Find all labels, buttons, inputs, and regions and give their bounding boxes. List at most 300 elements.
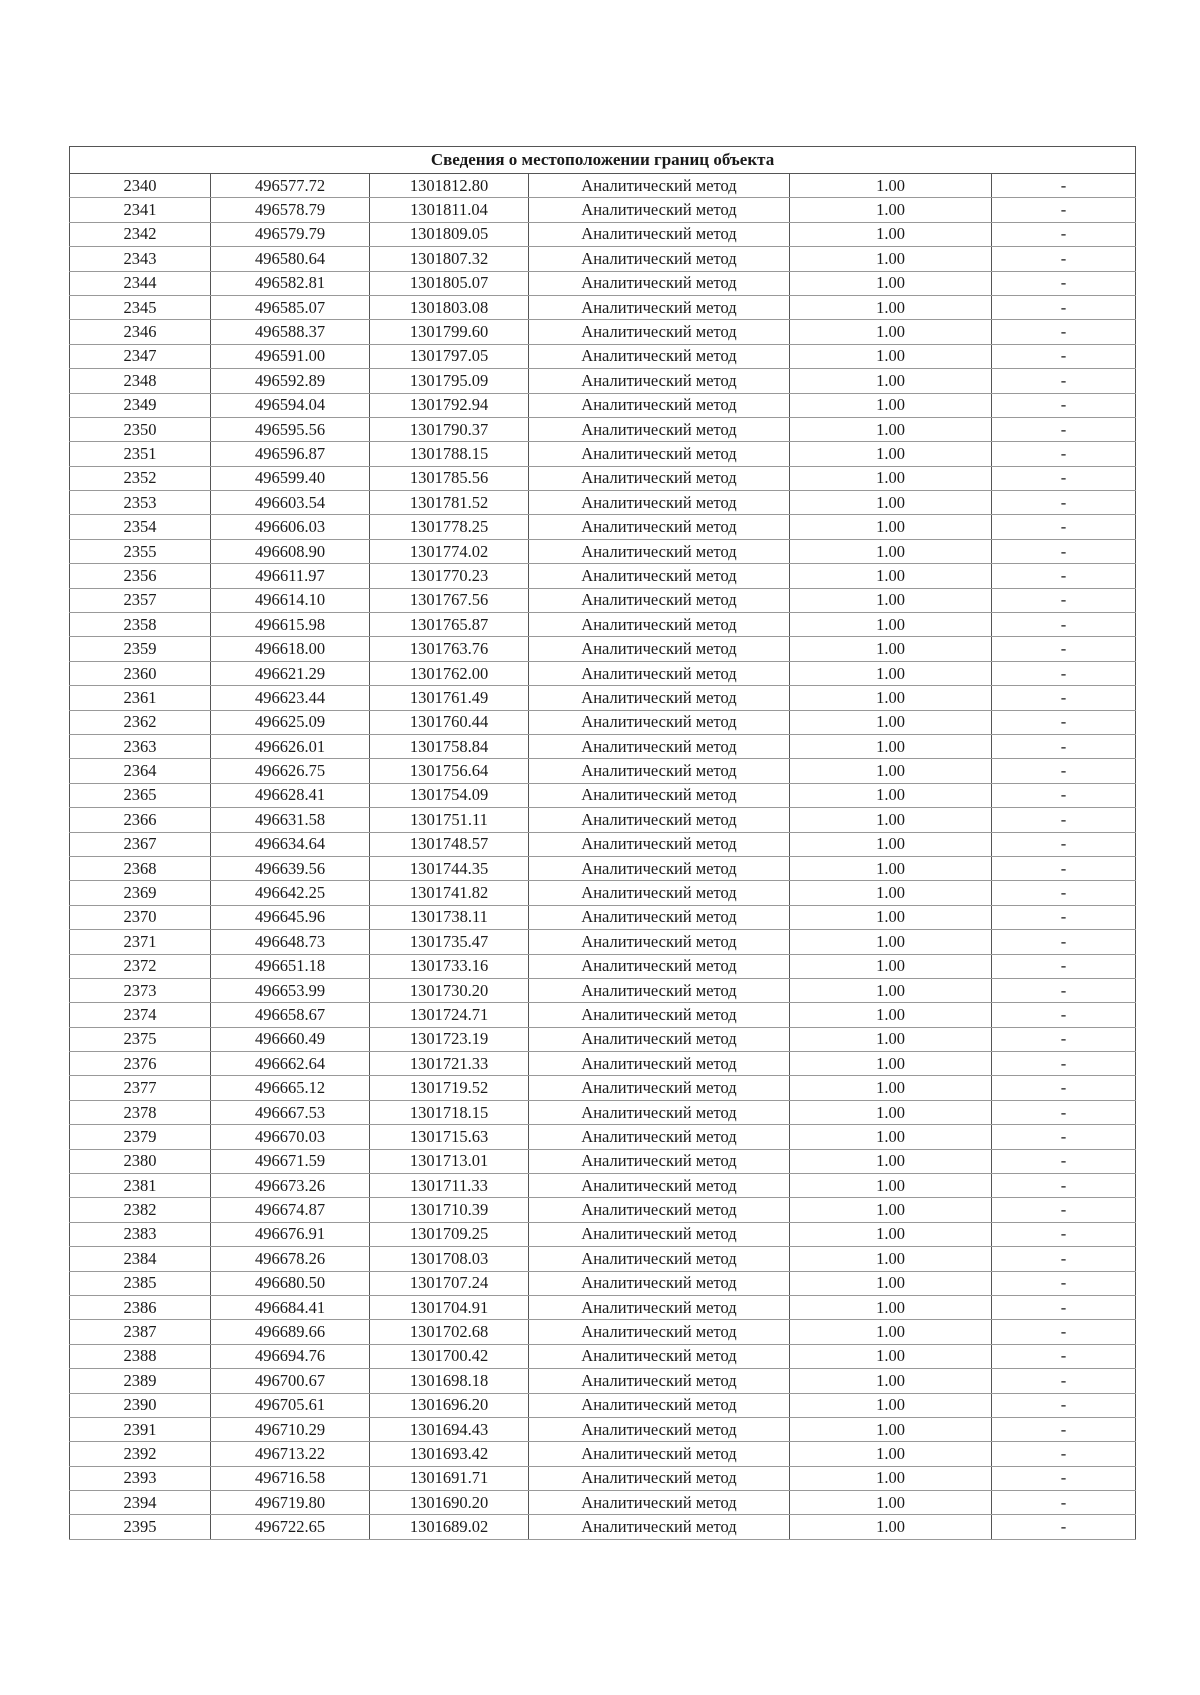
method-cell: Аналитический метод	[529, 174, 790, 198]
table-row	[70, 1442, 1136, 1466]
table-row	[70, 588, 1136, 612]
method-cell: Аналитический метод	[529, 783, 790, 807]
y-coordinate-cell: 1301689.02	[370, 1515, 529, 1539]
note-cell: -	[992, 588, 1136, 612]
accuracy-cell: 1.00	[790, 564, 992, 588]
method-cell: Аналитический метод	[529, 1003, 790, 1027]
y-coordinate-cell: 1301761.49	[370, 686, 529, 710]
note-cell: -	[992, 1491, 1136, 1515]
point-number-cell: 2370	[70, 905, 211, 929]
accuracy-cell: 1.00	[790, 222, 992, 246]
note-cell: -	[992, 1466, 1136, 1490]
x-coordinate-cell: 496623.44	[211, 686, 370, 710]
note-cell: -	[992, 1125, 1136, 1149]
x-coordinate-cell: 496642.25	[211, 881, 370, 905]
table-row	[70, 1003, 1136, 1027]
note-cell: -	[992, 1320, 1136, 1344]
accuracy-cell: 1.00	[790, 686, 992, 710]
y-coordinate-cell: 1301741.82	[370, 881, 529, 905]
method-cell: Аналитический метод	[529, 661, 790, 685]
table-row	[70, 198, 1136, 222]
point-number-cell: 2381	[70, 1174, 211, 1198]
y-coordinate-cell: 1301792.94	[370, 393, 529, 417]
table-row	[70, 1222, 1136, 1246]
method-cell: Аналитический метод	[529, 1393, 790, 1417]
x-coordinate-cell: 496625.09	[211, 710, 370, 734]
accuracy-cell: 1.00	[790, 417, 992, 441]
point-number-cell: 2350	[70, 417, 211, 441]
point-number-cell: 2390	[70, 1393, 211, 1417]
note-cell: -	[992, 856, 1136, 880]
x-coordinate-cell: 496578.79	[211, 198, 370, 222]
point-number-cell: 2380	[70, 1149, 211, 1173]
method-cell: Аналитический метод	[529, 905, 790, 929]
table-row	[70, 1076, 1136, 1100]
accuracy-cell: 1.00	[790, 1320, 992, 1344]
table-row	[70, 930, 1136, 954]
y-coordinate-cell: 1301718.15	[370, 1100, 529, 1124]
y-coordinate-cell: 1301751.11	[370, 808, 529, 832]
y-coordinate-cell: 1301807.32	[370, 247, 529, 271]
method-cell: Аналитический метод	[529, 1027, 790, 1051]
accuracy-cell: 1.00	[790, 759, 992, 783]
point-number-cell: 2386	[70, 1295, 211, 1319]
x-coordinate-cell: 496611.97	[211, 564, 370, 588]
table-row	[70, 1320, 1136, 1344]
accuracy-cell: 1.00	[790, 1052, 992, 1076]
point-number-cell: 2391	[70, 1417, 211, 1441]
y-coordinate-cell: 1301785.56	[370, 466, 529, 490]
x-coordinate-cell: 496591.00	[211, 344, 370, 368]
x-coordinate-cell: 496674.87	[211, 1198, 370, 1222]
accuracy-cell: 1.00	[790, 393, 992, 417]
method-cell: Аналитический метод	[529, 466, 790, 490]
method-cell: Аналитический метод	[529, 198, 790, 222]
x-coordinate-cell: 496631.58	[211, 808, 370, 832]
note-cell: -	[992, 808, 1136, 832]
accuracy-cell: 1.00	[790, 1222, 992, 1246]
table-row	[70, 832, 1136, 856]
x-coordinate-cell: 496606.03	[211, 515, 370, 539]
point-number-cell: 2385	[70, 1271, 211, 1295]
accuracy-cell: 1.00	[790, 1100, 992, 1124]
note-cell: -	[992, 783, 1136, 807]
x-coordinate-cell: 496658.67	[211, 1003, 370, 1027]
point-number-cell: 2388	[70, 1344, 211, 1368]
y-coordinate-cell: 1301710.39	[370, 1198, 529, 1222]
point-number-cell: 2372	[70, 954, 211, 978]
method-cell: Аналитический метод	[529, 1198, 790, 1222]
y-coordinate-cell: 1301738.11	[370, 905, 529, 929]
point-number-cell: 2378	[70, 1100, 211, 1124]
method-cell: Аналитический метод	[529, 1320, 790, 1344]
note-cell: -	[992, 1369, 1136, 1393]
table-row	[70, 1344, 1136, 1368]
x-coordinate-cell: 496719.80	[211, 1491, 370, 1515]
point-number-cell: 2392	[70, 1442, 211, 1466]
note-cell: -	[992, 1271, 1136, 1295]
point-number-cell: 2374	[70, 1003, 211, 1027]
accuracy-cell: 1.00	[790, 637, 992, 661]
accuracy-cell: 1.00	[790, 1247, 992, 1271]
table-row	[70, 271, 1136, 295]
y-coordinate-cell: 1301760.44	[370, 710, 529, 734]
note-cell: -	[992, 930, 1136, 954]
note-cell: -	[992, 905, 1136, 929]
x-coordinate-cell: 496595.56	[211, 417, 370, 441]
accuracy-cell: 1.00	[790, 1125, 992, 1149]
x-coordinate-cell: 496645.96	[211, 905, 370, 929]
table-row	[70, 1515, 1136, 1539]
method-cell: Аналитический метод	[529, 1344, 790, 1368]
table-row	[70, 1149, 1136, 1173]
point-number-cell: 2353	[70, 491, 211, 515]
x-coordinate-cell: 496694.76	[211, 1344, 370, 1368]
y-coordinate-cell: 1301735.47	[370, 930, 529, 954]
table-row	[70, 442, 1136, 466]
note-cell: -	[992, 1417, 1136, 1441]
table-row	[70, 1174, 1136, 1198]
note-cell: -	[992, 198, 1136, 222]
table-row	[70, 466, 1136, 490]
note-cell: -	[992, 734, 1136, 758]
y-coordinate-cell: 1301748.57	[370, 832, 529, 856]
table-row	[70, 710, 1136, 734]
note-cell: -	[992, 393, 1136, 417]
method-cell: Аналитический метод	[529, 1466, 790, 1490]
method-cell: Аналитический метод	[529, 1369, 790, 1393]
accuracy-cell: 1.00	[790, 1369, 992, 1393]
point-number-cell: 2387	[70, 1320, 211, 1344]
y-coordinate-cell: 1301781.52	[370, 491, 529, 515]
table-row	[70, 369, 1136, 393]
x-coordinate-cell: 496603.54	[211, 491, 370, 515]
method-cell: Аналитический метод	[529, 515, 790, 539]
y-coordinate-cell: 1301711.33	[370, 1174, 529, 1198]
table-row	[70, 734, 1136, 758]
y-coordinate-cell: 1301765.87	[370, 613, 529, 637]
table-row	[70, 1295, 1136, 1319]
table-title: Сведения о местоположении границ объекта	[70, 147, 1136, 174]
x-coordinate-cell: 496673.26	[211, 1174, 370, 1198]
y-coordinate-cell: 1301797.05	[370, 344, 529, 368]
method-cell: Аналитический метод	[529, 1491, 790, 1515]
x-coordinate-cell: 496670.03	[211, 1125, 370, 1149]
method-cell: Аналитический метод	[529, 1271, 790, 1295]
point-number-cell: 2363	[70, 734, 211, 758]
method-cell: Аналитический метод	[529, 320, 790, 344]
method-cell: Аналитический метод	[529, 613, 790, 637]
method-cell: Аналитический метод	[529, 271, 790, 295]
y-coordinate-cell: 1301788.15	[370, 442, 529, 466]
note-cell: -	[992, 417, 1136, 441]
note-cell: -	[992, 1442, 1136, 1466]
x-coordinate-cell: 496678.26	[211, 1247, 370, 1271]
method-cell: Аналитический метод	[529, 856, 790, 880]
accuracy-cell: 1.00	[790, 1442, 992, 1466]
y-coordinate-cell: 1301690.20	[370, 1491, 529, 1515]
x-coordinate-cell: 496700.67	[211, 1369, 370, 1393]
table-row	[70, 515, 1136, 539]
accuracy-cell: 1.00	[790, 271, 992, 295]
x-coordinate-cell: 496614.10	[211, 588, 370, 612]
y-coordinate-cell: 1301812.80	[370, 174, 529, 198]
table-row	[70, 295, 1136, 319]
y-coordinate-cell: 1301693.42	[370, 1442, 529, 1466]
method-cell: Аналитический метод	[529, 417, 790, 441]
table-row	[70, 247, 1136, 271]
point-number-cell: 2394	[70, 1491, 211, 1515]
table-row	[70, 1198, 1136, 1222]
accuracy-cell: 1.00	[790, 539, 992, 563]
y-coordinate-cell: 1301762.00	[370, 661, 529, 685]
accuracy-cell: 1.00	[790, 515, 992, 539]
note-cell: -	[992, 247, 1136, 271]
accuracy-cell: 1.00	[790, 1149, 992, 1173]
y-coordinate-cell: 1301709.25	[370, 1222, 529, 1246]
point-number-cell: 2375	[70, 1027, 211, 1051]
point-number-cell: 2362	[70, 710, 211, 734]
accuracy-cell: 1.00	[790, 1295, 992, 1319]
method-cell: Аналитический метод	[529, 1052, 790, 1076]
x-coordinate-cell: 496599.40	[211, 466, 370, 490]
accuracy-cell: 1.00	[790, 466, 992, 490]
accuracy-cell: 1.00	[790, 1198, 992, 1222]
x-coordinate-cell: 496615.98	[211, 613, 370, 637]
note-cell: -	[992, 344, 1136, 368]
method-cell: Аналитический метод	[529, 808, 790, 832]
method-cell: Аналитический метод	[529, 686, 790, 710]
x-coordinate-cell: 496651.18	[211, 954, 370, 978]
y-coordinate-cell: 1301708.03	[370, 1247, 529, 1271]
point-number-cell: 2376	[70, 1052, 211, 1076]
y-coordinate-cell: 1301758.84	[370, 734, 529, 758]
x-coordinate-cell: 496626.01	[211, 734, 370, 758]
accuracy-cell: 1.00	[790, 1417, 992, 1441]
y-coordinate-cell: 1301723.19	[370, 1027, 529, 1051]
note-cell: -	[992, 1052, 1136, 1076]
method-cell: Аналитический метод	[529, 710, 790, 734]
y-coordinate-cell: 1301721.33	[370, 1052, 529, 1076]
point-number-cell: 2366	[70, 808, 211, 832]
accuracy-cell: 1.00	[790, 1003, 992, 1027]
note-cell: -	[992, 637, 1136, 661]
point-number-cell: 2382	[70, 1198, 211, 1222]
table-title-row	[70, 147, 1136, 174]
y-coordinate-cell: 1301700.42	[370, 1344, 529, 1368]
x-coordinate-cell: 496689.66	[211, 1320, 370, 1344]
note-cell: -	[992, 320, 1136, 344]
table-row	[70, 491, 1136, 515]
accuracy-cell: 1.00	[790, 1271, 992, 1295]
table-row	[70, 1271, 1136, 1295]
table-row	[70, 661, 1136, 685]
accuracy-cell: 1.00	[790, 734, 992, 758]
y-coordinate-cell: 1301778.25	[370, 515, 529, 539]
point-number-cell: 2393	[70, 1466, 211, 1490]
x-coordinate-cell: 496667.53	[211, 1100, 370, 1124]
accuracy-cell: 1.00	[790, 344, 992, 368]
accuracy-cell: 1.00	[790, 613, 992, 637]
y-coordinate-cell: 1301805.07	[370, 271, 529, 295]
note-cell: -	[992, 832, 1136, 856]
table-row	[70, 808, 1136, 832]
point-number-cell: 2364	[70, 759, 211, 783]
table-row	[70, 344, 1136, 368]
method-cell: Аналитический метод	[529, 564, 790, 588]
accuracy-cell: 1.00	[790, 1491, 992, 1515]
table-row	[70, 1417, 1136, 1441]
note-cell: -	[992, 1174, 1136, 1198]
accuracy-cell: 1.00	[790, 1515, 992, 1539]
note-cell: -	[992, 613, 1136, 637]
note-cell: -	[992, 1344, 1136, 1368]
accuracy-cell: 1.00	[790, 808, 992, 832]
x-coordinate-cell: 496684.41	[211, 1295, 370, 1319]
method-cell: Аналитический метод	[529, 369, 790, 393]
y-coordinate-cell: 1301704.91	[370, 1295, 529, 1319]
accuracy-cell: 1.00	[790, 1174, 992, 1198]
note-cell: -	[992, 442, 1136, 466]
y-coordinate-cell: 1301719.52	[370, 1076, 529, 1100]
accuracy-cell: 1.00	[790, 930, 992, 954]
method-cell: Аналитический метод	[529, 539, 790, 563]
note-cell: -	[992, 1222, 1136, 1246]
note-cell: -	[992, 369, 1136, 393]
point-number-cell: 2342	[70, 222, 211, 246]
x-coordinate-cell: 496582.81	[211, 271, 370, 295]
x-coordinate-cell: 496653.99	[211, 978, 370, 1002]
point-number-cell: 2345	[70, 295, 211, 319]
note-cell: -	[992, 491, 1136, 515]
table-row	[70, 1052, 1136, 1076]
point-number-cell: 2371	[70, 930, 211, 954]
method-cell: Аналитический метод	[529, 1100, 790, 1124]
note-cell: -	[992, 1393, 1136, 1417]
x-coordinate-cell: 496716.58	[211, 1466, 370, 1490]
note-cell: -	[992, 1076, 1136, 1100]
accuracy-cell: 1.00	[790, 881, 992, 905]
table-row	[70, 856, 1136, 880]
method-cell: Аналитический метод	[529, 1247, 790, 1271]
note-cell: -	[992, 564, 1136, 588]
x-coordinate-cell: 496580.64	[211, 247, 370, 271]
x-coordinate-cell: 496660.49	[211, 1027, 370, 1051]
method-cell: Аналитический метод	[529, 637, 790, 661]
method-cell: Аналитический метод	[529, 734, 790, 758]
y-coordinate-cell: 1301702.68	[370, 1320, 529, 1344]
accuracy-cell: 1.00	[790, 1344, 992, 1368]
table-row	[70, 1027, 1136, 1051]
x-coordinate-cell: 496713.22	[211, 1442, 370, 1466]
accuracy-cell: 1.00	[790, 661, 992, 685]
note-cell: -	[992, 954, 1136, 978]
note-cell: -	[992, 978, 1136, 1002]
method-cell: Аналитический метод	[529, 491, 790, 515]
y-coordinate-cell: 1301767.56	[370, 588, 529, 612]
method-cell: Аналитический метод	[529, 1417, 790, 1441]
point-number-cell: 2383	[70, 1222, 211, 1246]
table-row	[70, 1393, 1136, 1417]
x-coordinate-cell: 496585.07	[211, 295, 370, 319]
x-coordinate-cell: 496710.29	[211, 1417, 370, 1441]
table-row	[70, 539, 1136, 563]
point-number-cell: 2346	[70, 320, 211, 344]
y-coordinate-cell: 1301691.71	[370, 1466, 529, 1490]
y-coordinate-cell: 1301730.20	[370, 978, 529, 1002]
accuracy-cell: 1.00	[790, 832, 992, 856]
point-number-cell: 2341	[70, 198, 211, 222]
note-cell: -	[992, 759, 1136, 783]
y-coordinate-cell: 1301698.18	[370, 1369, 529, 1393]
point-number-cell: 2356	[70, 564, 211, 588]
note-cell: -	[992, 1198, 1136, 1222]
y-coordinate-cell: 1301707.24	[370, 1271, 529, 1295]
method-cell: Аналитический метод	[529, 1125, 790, 1149]
y-coordinate-cell: 1301763.76	[370, 637, 529, 661]
method-cell: Аналитический метод	[529, 954, 790, 978]
x-coordinate-cell: 496662.64	[211, 1052, 370, 1076]
accuracy-cell: 1.00	[790, 174, 992, 198]
table-row	[70, 1100, 1136, 1124]
accuracy-cell: 1.00	[790, 442, 992, 466]
point-number-cell: 2343	[70, 247, 211, 271]
method-cell: Аналитический метод	[529, 1442, 790, 1466]
method-cell: Аналитический метод	[529, 1149, 790, 1173]
accuracy-cell: 1.00	[790, 1027, 992, 1051]
method-cell: Аналитический метод	[529, 295, 790, 319]
x-coordinate-cell: 496722.65	[211, 1515, 370, 1539]
x-coordinate-cell: 496621.29	[211, 661, 370, 685]
accuracy-cell: 1.00	[790, 588, 992, 612]
point-number-cell: 2379	[70, 1125, 211, 1149]
table-row	[70, 320, 1136, 344]
y-coordinate-cell: 1301770.23	[370, 564, 529, 588]
accuracy-cell: 1.00	[790, 1076, 992, 1100]
note-cell: -	[992, 1100, 1136, 1124]
point-number-cell: 2395	[70, 1515, 211, 1539]
note-cell: -	[992, 1149, 1136, 1173]
point-number-cell: 2369	[70, 881, 211, 905]
x-coordinate-cell: 496671.59	[211, 1149, 370, 1173]
y-coordinate-cell: 1301795.09	[370, 369, 529, 393]
accuracy-cell: 1.00	[790, 295, 992, 319]
note-cell: -	[992, 710, 1136, 734]
accuracy-cell: 1.00	[790, 198, 992, 222]
point-number-cell: 2367	[70, 832, 211, 856]
y-coordinate-cell: 1301694.43	[370, 1417, 529, 1441]
x-coordinate-cell: 496639.56	[211, 856, 370, 880]
y-coordinate-cell: 1301809.05	[370, 222, 529, 246]
method-cell: Аналитический метод	[529, 222, 790, 246]
accuracy-cell: 1.00	[790, 856, 992, 880]
y-coordinate-cell: 1301803.08	[370, 295, 529, 319]
accuracy-cell: 1.00	[790, 905, 992, 929]
note-cell: -	[992, 686, 1136, 710]
note-cell: -	[992, 466, 1136, 490]
x-coordinate-cell: 496596.87	[211, 442, 370, 466]
method-cell: Аналитический метод	[529, 930, 790, 954]
x-coordinate-cell: 496594.04	[211, 393, 370, 417]
point-number-cell: 2354	[70, 515, 211, 539]
y-coordinate-cell: 1301713.01	[370, 1149, 529, 1173]
accuracy-cell: 1.00	[790, 491, 992, 515]
point-number-cell: 2360	[70, 661, 211, 685]
note-cell: -	[992, 1515, 1136, 1539]
table-row	[70, 1125, 1136, 1149]
y-coordinate-cell: 1301799.60	[370, 320, 529, 344]
note-cell: -	[992, 174, 1136, 198]
